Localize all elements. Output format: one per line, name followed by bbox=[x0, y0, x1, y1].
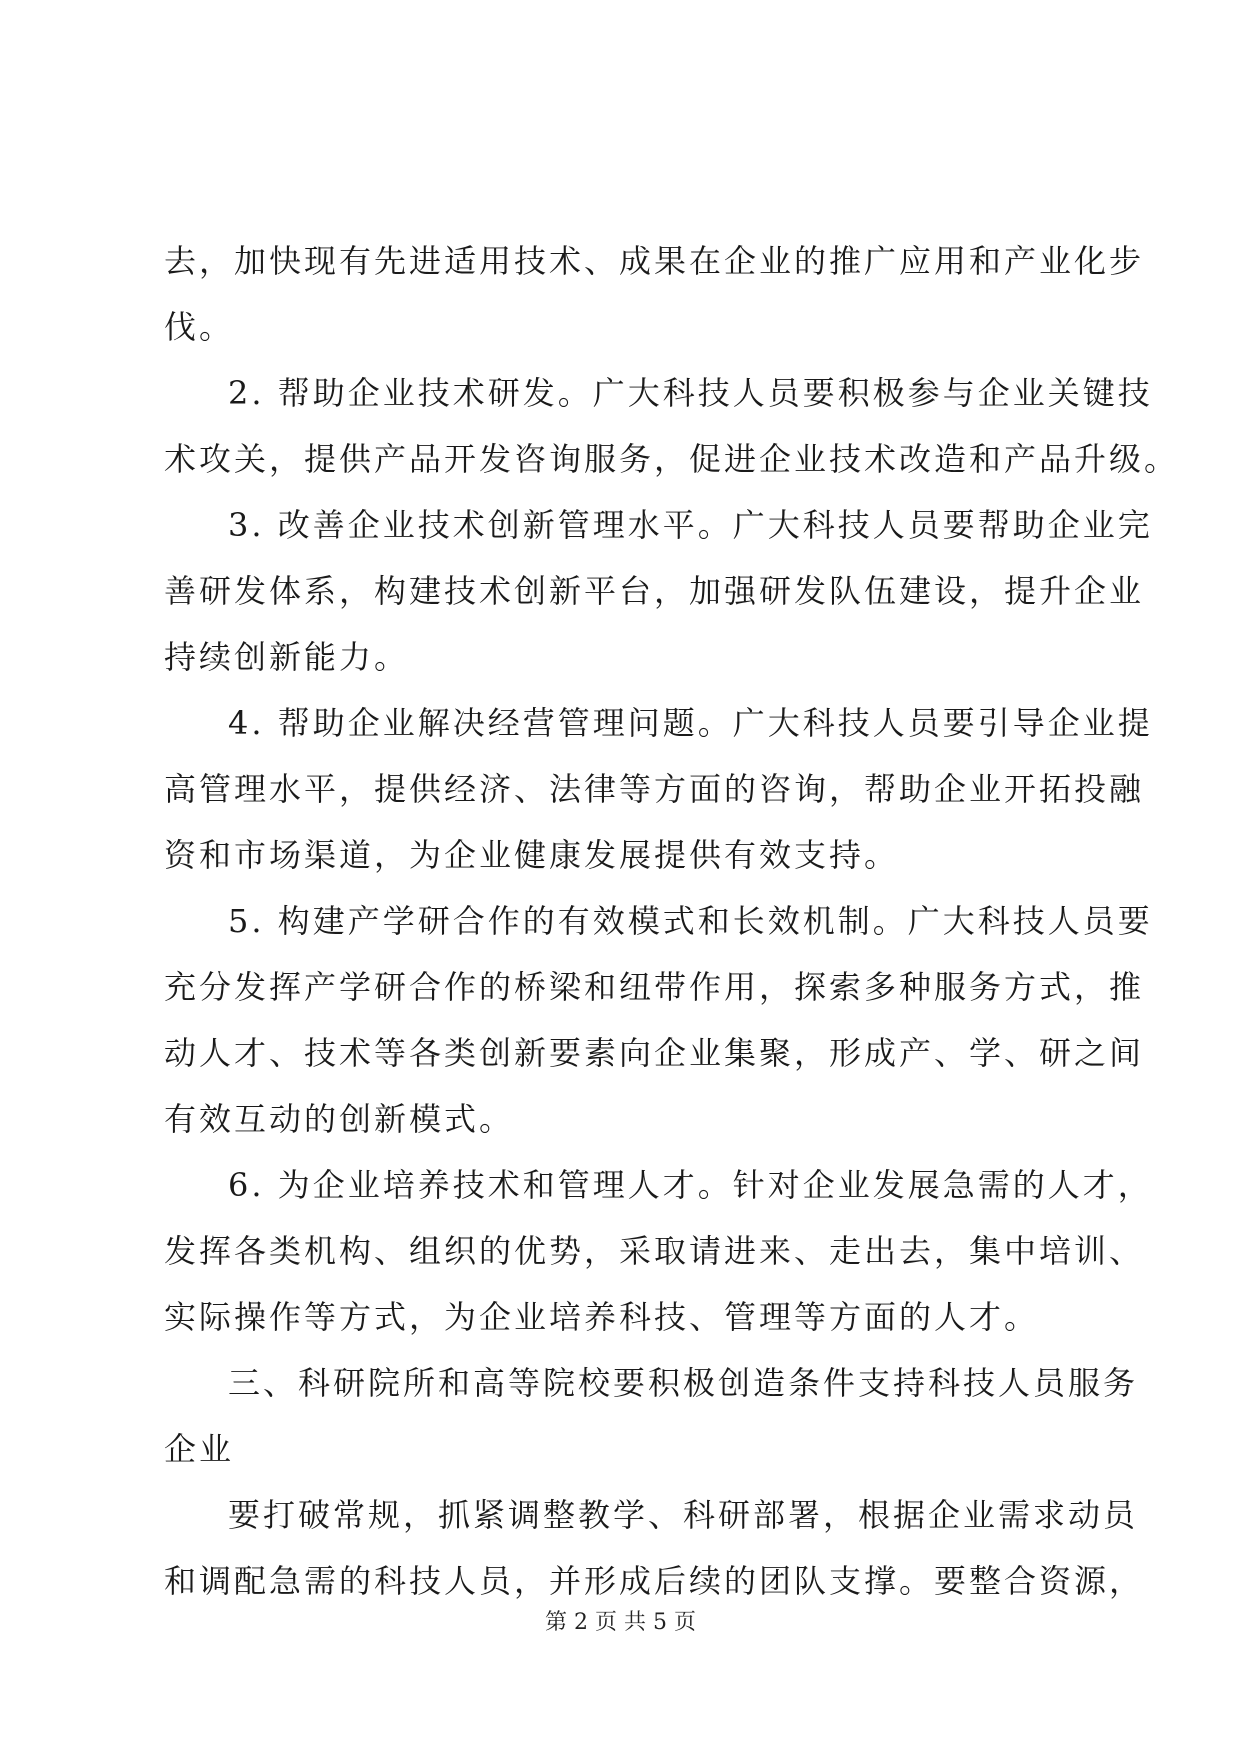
text-line: 要打破常规，抓紧调整教学、科研部署，根据企业需求动员 bbox=[228, 1496, 1139, 1534]
text-line: 5. 构建产学研合作的有效模式和长效机制。广大科技人员要 bbox=[228, 902, 1153, 940]
text-line: 发挥各类机构、组织的优势，采取请进来、走出去，集中培训、 bbox=[164, 1232, 1145, 1270]
document-body bbox=[164, 228, 1180, 1614]
text-line: 3. 改善企业技术创新管理水平。广大科技人员要帮助企业完 bbox=[228, 506, 1153, 544]
text-line: 善研发体系，构建技术创新平台，加强研发队伍建设，提升企业 bbox=[164, 572, 1145, 610]
text-line: 术攻关，提供产品开发咨询服务，促进企业技术改造和产品升级。 bbox=[164, 440, 1180, 478]
text-line: 资和市场渠道，为企业健康发展提供有效支持。 bbox=[164, 836, 900, 874]
text-line: 伐。 bbox=[164, 308, 235, 346]
text-line: 2. 帮助企业技术研发。广大科技人员要积极参与企业关键技 bbox=[228, 374, 1153, 412]
text-line: 6. 为企业培养技术和管理人才。针对企业发展急需的人才， bbox=[228, 1166, 1153, 1204]
text-line: 去，加快现有先进适用技术、成果在企业的推广应用和产业化步 bbox=[164, 242, 1145, 280]
text-line: 4. 帮助企业解决经营管理问题。广大科技人员要引导企业提 bbox=[228, 704, 1153, 742]
text-line: 充分发挥产学研合作的桥梁和纽带作用，探索多种服务方式，推 bbox=[164, 968, 1145, 1006]
text-line: 动人才、技术等各类创新要素向企业集聚，形成产、学、研之间 bbox=[164, 1034, 1145, 1072]
text-line: 有效互动的创新模式。 bbox=[164, 1100, 515, 1138]
text-line: 和调配急需的科技人员，并形成后续的团队支撑。要整合资源， bbox=[164, 1562, 1145, 1600]
text-line: 实际操作等方式，为企业培养科技、管理等方面的人才。 bbox=[164, 1298, 1040, 1336]
section-heading-line: 企业 bbox=[164, 1430, 235, 1468]
text-line: 持续创新能力。 bbox=[164, 638, 410, 676]
text-line: 高管理水平，提供经济、法律等方面的咨询，帮助企业开拓投融 bbox=[164, 770, 1145, 808]
section-heading-line: 三、科研院所和高等院校要积极创造条件支持科技人员服务 bbox=[228, 1364, 1139, 1402]
page-number-footer: 第 2 页 共 5 页 bbox=[545, 1610, 696, 1635]
